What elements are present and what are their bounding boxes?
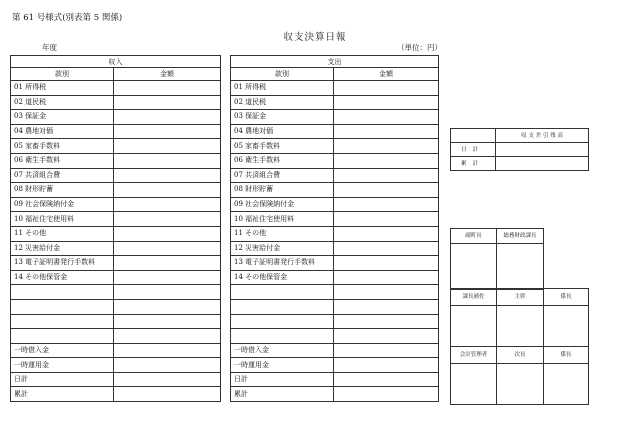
income-amount-cell[interactable] (114, 168, 221, 183)
approval-table-top (450, 228, 544, 290)
expense-category-cell: 01 所得税 (231, 81, 334, 96)
expense-amount-cell[interactable] (334, 241, 439, 256)
balance-cumulative-value[interactable] (496, 157, 589, 171)
unit-label: （単位：円） (397, 43, 442, 52)
expense-header: 支出 (231, 56, 439, 68)
expense-amount-cell[interactable] (334, 299, 439, 314)
form-number: 第 61 号様式(別表第 5 関係) (12, 13, 123, 23)
expense-category-cell: 12 災害給付金 (231, 241, 334, 256)
expense-category-cell (231, 299, 334, 314)
expense-amount-cell[interactable] (334, 212, 439, 227)
income-category-cell: 04 農地対価 (11, 124, 114, 139)
expense-category-cell: 03 保証金 (231, 110, 334, 125)
income-amount-cell[interactable] (114, 299, 221, 314)
expense-category-cell: 08 財形貯蓄 (231, 183, 334, 198)
income-amount-cell[interactable] (114, 183, 221, 198)
approval-deputy-mayor: 副町長 (451, 229, 497, 244)
approval-deputy-director: 次長 (497, 347, 544, 364)
balance-header: 収 支 差 引 残 高 (496, 129, 589, 143)
expense-amount-cell[interactable] (334, 256, 439, 271)
income-amount-cell[interactable] (114, 110, 221, 125)
income-category-cell: 13 電子証明書発行手数料 (11, 256, 114, 271)
income-amount-cell[interactable] (114, 372, 221, 387)
income-amount-cell[interactable] (114, 387, 221, 402)
income-amount-cell[interactable] (114, 95, 221, 110)
expense-category-cell (231, 285, 334, 300)
income-category-cell: 08 財形貯蓄 (11, 183, 114, 198)
income-category-cell: 日計 (11, 372, 114, 387)
stamp-box[interactable] (497, 244, 544, 290)
expense-category-header: 款別 (231, 68, 334, 81)
stamp-box[interactable] (497, 306, 544, 347)
expense-amount-header: 金額 (334, 68, 439, 81)
expense-category-cell: 04 農地対価 (231, 124, 334, 139)
income-amount-cell[interactable] (114, 139, 221, 154)
expense-amount-cell[interactable] (334, 183, 439, 198)
page-title: 収支決算日報 (283, 32, 347, 43)
income-category-cell: 01 所得税 (11, 81, 114, 96)
income-category-cell: 02 道民税 (11, 95, 114, 110)
income-category-cell (11, 329, 114, 344)
expense-amount-cell[interactable] (334, 270, 439, 285)
income-amount-cell[interactable] (114, 358, 221, 373)
expense-amount-cell[interactable] (334, 81, 439, 96)
income-amount-header: 金額 (114, 68, 221, 81)
expense-category-cell: 02 道民税 (231, 95, 334, 110)
approval-accounting-manager: 会計管理者 (451, 347, 497, 364)
approval-chief-officer: 主幹 (497, 289, 544, 306)
expense-category-cell: 14 その他保管金 (231, 270, 334, 285)
income-amount-cell[interactable] (114, 343, 221, 358)
income-category-cell: 一時借入金 (11, 343, 114, 358)
expense-amount-cell[interactable] (334, 329, 439, 344)
approval-section-head: 係長 (544, 289, 589, 306)
expense-amount-cell[interactable] (334, 124, 439, 139)
expense-amount-cell[interactable] (334, 110, 439, 125)
income-category-cell: 一時運用金 (11, 358, 114, 373)
income-category-cell: 03 保証金 (11, 110, 114, 125)
income-header: 収入 (11, 56, 221, 68)
expense-amount-cell[interactable] (334, 314, 439, 329)
expense-category-cell: 累計 (231, 387, 334, 402)
expense-category-cell: 13 電子証明書発行手数料 (231, 256, 334, 271)
stamp-box[interactable] (451, 244, 497, 290)
income-category-cell: 10 福祉住宅使用料 (11, 212, 114, 227)
income-amount-cell[interactable] (114, 153, 221, 168)
expense-amount-cell[interactable] (334, 197, 439, 212)
income-amount-cell[interactable] (114, 124, 221, 139)
income-category-cell: 11 その他 (11, 226, 114, 241)
income-amount-cell[interactable] (114, 314, 221, 329)
expense-amount-cell[interactable] (334, 139, 439, 154)
approval-general-affairs-chief: 総務財政課長 (497, 229, 544, 244)
expense-category-cell (231, 329, 334, 344)
stamp-box[interactable] (451, 364, 497, 405)
year-label: 年度 (42, 43, 57, 52)
expense-amount-cell[interactable] (334, 95, 439, 110)
income-category-cell: 05 家畜手数料 (11, 139, 114, 154)
stamp-box[interactable] (451, 306, 497, 347)
income-amount-cell[interactable] (114, 197, 221, 212)
expense-category-cell: 日計 (231, 372, 334, 387)
ledger-table (10, 55, 439, 402)
expense-amount-cell[interactable] (334, 358, 439, 373)
expense-category-cell (231, 314, 334, 329)
income-category-cell: 14 その他保管金 (11, 270, 114, 285)
stamp-box[interactable] (544, 364, 589, 405)
expense-category-cell: 一時運用金 (231, 358, 334, 373)
balance-daily-label: 日計 (451, 143, 496, 157)
expense-category-cell: 一時借入金 (231, 343, 334, 358)
approval-section-head: 係長 (544, 347, 589, 364)
income-category-cell: 09 社会保険納付金 (11, 197, 114, 212)
income-category-header: 款別 (11, 68, 114, 81)
income-amount-cell[interactable] (114, 81, 221, 96)
balance-daily-value[interactable] (496, 143, 589, 157)
expense-amount-cell[interactable] (334, 153, 439, 168)
balance-cumulative-label: 累計 (451, 157, 496, 171)
expense-amount-cell[interactable] (334, 285, 439, 300)
stamp-box[interactable] (544, 306, 589, 347)
income-category-cell: 累計 (11, 387, 114, 402)
stamp-box[interactable] (497, 364, 544, 405)
income-amount-cell[interactable] (114, 270, 221, 285)
income-amount-cell[interactable] (114, 285, 221, 300)
income-category-cell: 12 災害給付金 (11, 241, 114, 256)
expense-category-cell: 05 家畜手数料 (231, 139, 334, 154)
expense-amount-cell[interactable] (334, 343, 439, 358)
income-amount-cell[interactable] (114, 212, 221, 227)
income-category-cell (11, 299, 114, 314)
income-amount-cell[interactable] (114, 241, 221, 256)
balance-table (450, 128, 589, 171)
expense-category-cell: 06 衛生手数料 (231, 153, 334, 168)
approval-table-middle (450, 288, 589, 405)
approval-assistant-chief: 課長補佐 (451, 289, 497, 306)
income-amount-cell[interactable] (114, 329, 221, 344)
expense-amount-cell[interactable] (334, 226, 439, 241)
expense-category-cell: 09 社会保険納付金 (231, 197, 334, 212)
expense-category-cell: 10 福祉住宅使用料 (231, 212, 334, 227)
expense-amount-cell[interactable] (334, 387, 439, 402)
expense-amount-cell[interactable] (334, 168, 439, 183)
income-category-cell (11, 314, 114, 329)
income-category-cell: 06 衛生手数料 (11, 153, 114, 168)
expense-category-cell: 11 その他 (231, 226, 334, 241)
income-category-cell: 07 共済組合費 (11, 168, 114, 183)
income-category-cell (11, 285, 114, 300)
income-amount-cell[interactable] (114, 256, 221, 271)
income-amount-cell[interactable] (114, 226, 221, 241)
expense-amount-cell[interactable] (334, 372, 439, 387)
expense-category-cell: 07 共済組合費 (231, 168, 334, 183)
